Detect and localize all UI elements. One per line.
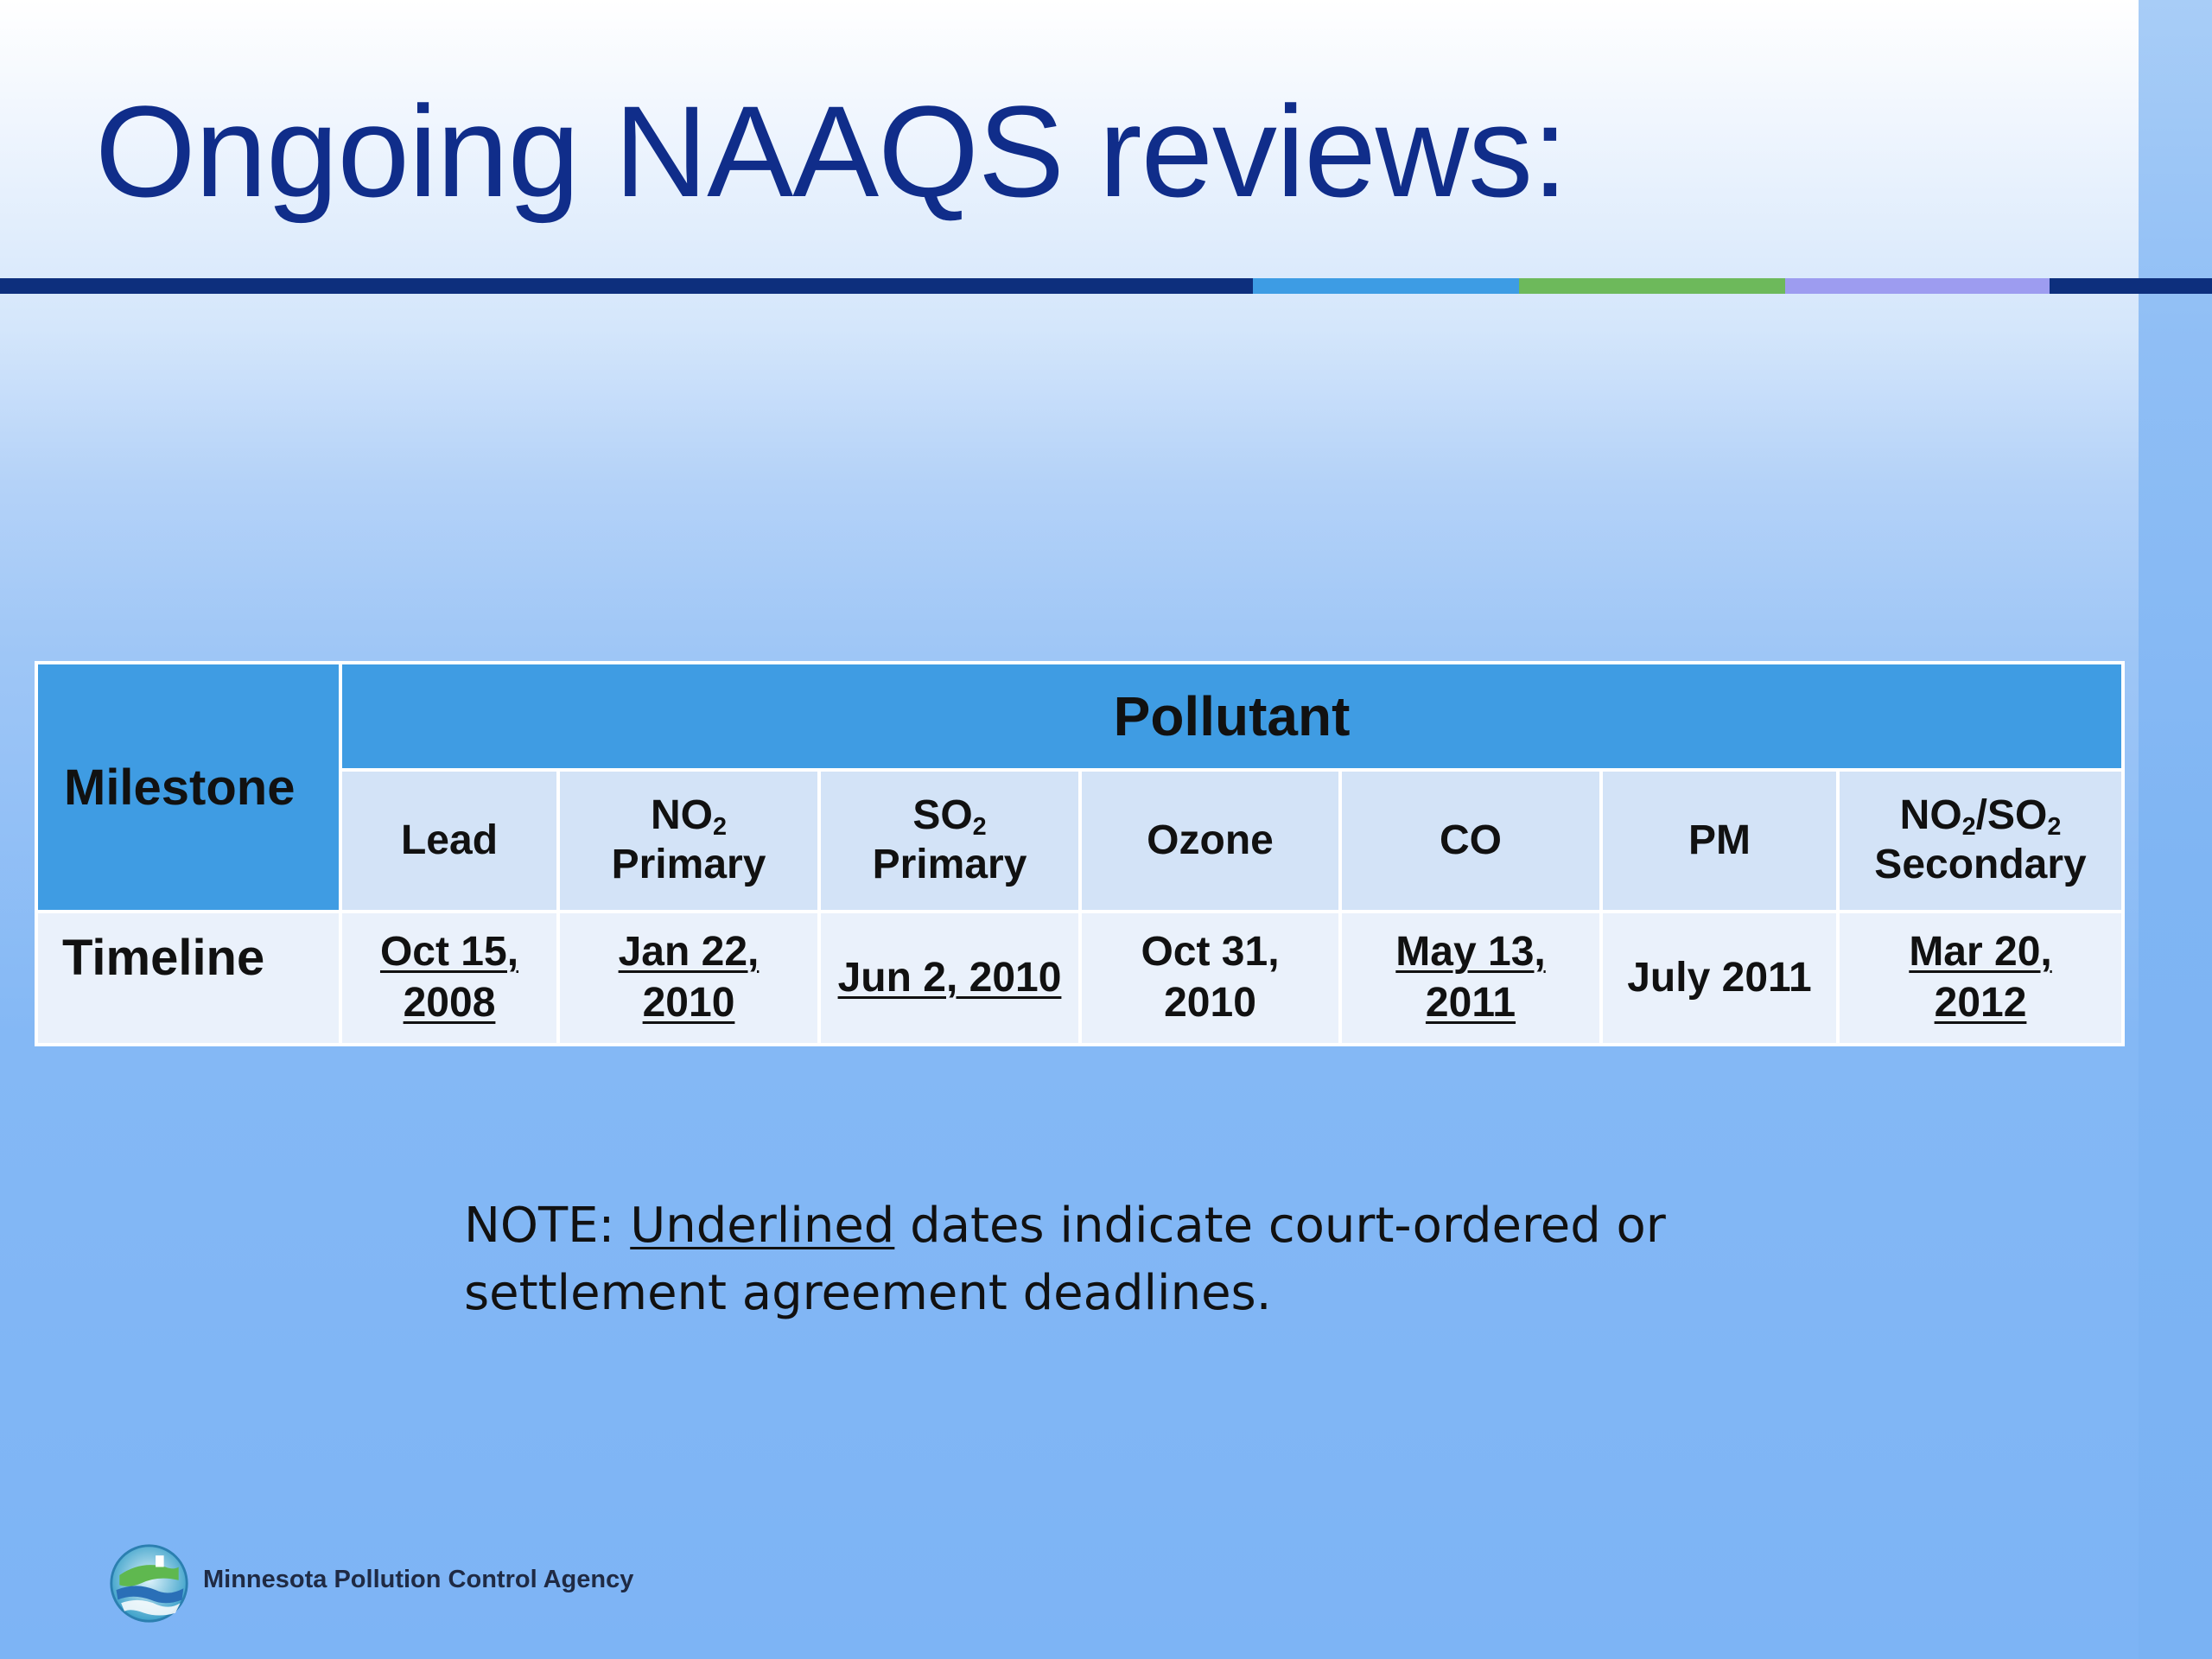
title-rule-navy-right (2050, 278, 2212, 294)
pollutant-name: CO (1440, 817, 1502, 863)
pollutant-column-header (558, 770, 819, 912)
pollutant-column-header (340, 770, 558, 912)
timeline-date (1080, 912, 1340, 1045)
date-line-1: July 2011 (1627, 954, 1812, 1001)
date-line-1: Oct 31, (1141, 929, 1280, 976)
pollutant-qualifier: Primary (872, 842, 1027, 887)
agency-name: Minnesota Pollution Control Agency (203, 1566, 634, 1593)
timeline-row (36, 912, 2123, 1045)
date-line-2: 2010 (642, 980, 735, 1026)
pollutant-column-header (1838, 770, 2123, 912)
pollutant-column-header (1340, 770, 1601, 912)
milestone-header: Milestone (36, 663, 340, 912)
title-rule-navy-left (0, 278, 1253, 294)
title-rule-blue (1253, 278, 1519, 294)
date-line-1: Jun 2, 2010 (837, 954, 1062, 1001)
pollutant-name: $NO_2/SO_2$ (1899, 792, 2062, 842)
slide-title: Ongoing NAAQS reviews: (95, 79, 1567, 224)
date-line-1: Jan 22, (618, 929, 760, 976)
date-line-2: 2010 (1164, 980, 1256, 1026)
pollutant-header-row (36, 663, 2123, 770)
note-line2: settlement agreement deadlines. (464, 1265, 1272, 1321)
note-text (464, 1192, 1674, 1327)
pollutant-name: Ozone (1147, 817, 1274, 863)
right-decorative-strip (2139, 0, 2212, 1659)
title-rule-green (1519, 278, 1785, 294)
date-line-1: May 13, (1395, 929, 1546, 976)
timeline-date (340, 912, 558, 1045)
pollutant-name: $SO_2$ (912, 792, 987, 842)
pollutant-name: PM (1688, 817, 1751, 863)
pollutant-qualifier: Primary (611, 842, 766, 887)
date-line-1: Oct 15, (379, 929, 519, 976)
pollutant-column-header (1601, 770, 1838, 912)
note-line1-rest: dates indicate court-ordered or (894, 1198, 1666, 1254)
naaqs-table (35, 661, 2125, 1046)
timeline-date (1340, 912, 1601, 1045)
date-line-2: 2008 (403, 980, 496, 1026)
timeline-label: Timeline (36, 912, 340, 1045)
timeline-date (1838, 912, 2123, 1045)
date-line-1: Mar 20, (1909, 929, 2052, 976)
pollutant-column-header (1080, 770, 1340, 912)
timeline-date (1601, 912, 1838, 1045)
title-rule-lavender (1785, 278, 2050, 294)
pollutant-header: Pollutant (340, 663, 2123, 770)
mpca-logo-icon (108, 1542, 190, 1624)
note-prefix: NOTE: (464, 1198, 631, 1254)
pollutant-columns-row (36, 770, 2123, 912)
pollutant-column-header (819, 770, 1080, 912)
note-underlined-word: Underlined (630, 1198, 895, 1254)
timeline-date (558, 912, 819, 1045)
pollutant-name: Lead (400, 817, 499, 863)
date-line-2: 2012 (1934, 980, 2027, 1026)
date-line-2: 2011 (1425, 980, 1516, 1026)
pollutant-name: $NO_2$ (650, 792, 727, 842)
pollutant-qualifier: Secondary (1874, 842, 2087, 887)
timeline-date (819, 912, 1080, 1045)
